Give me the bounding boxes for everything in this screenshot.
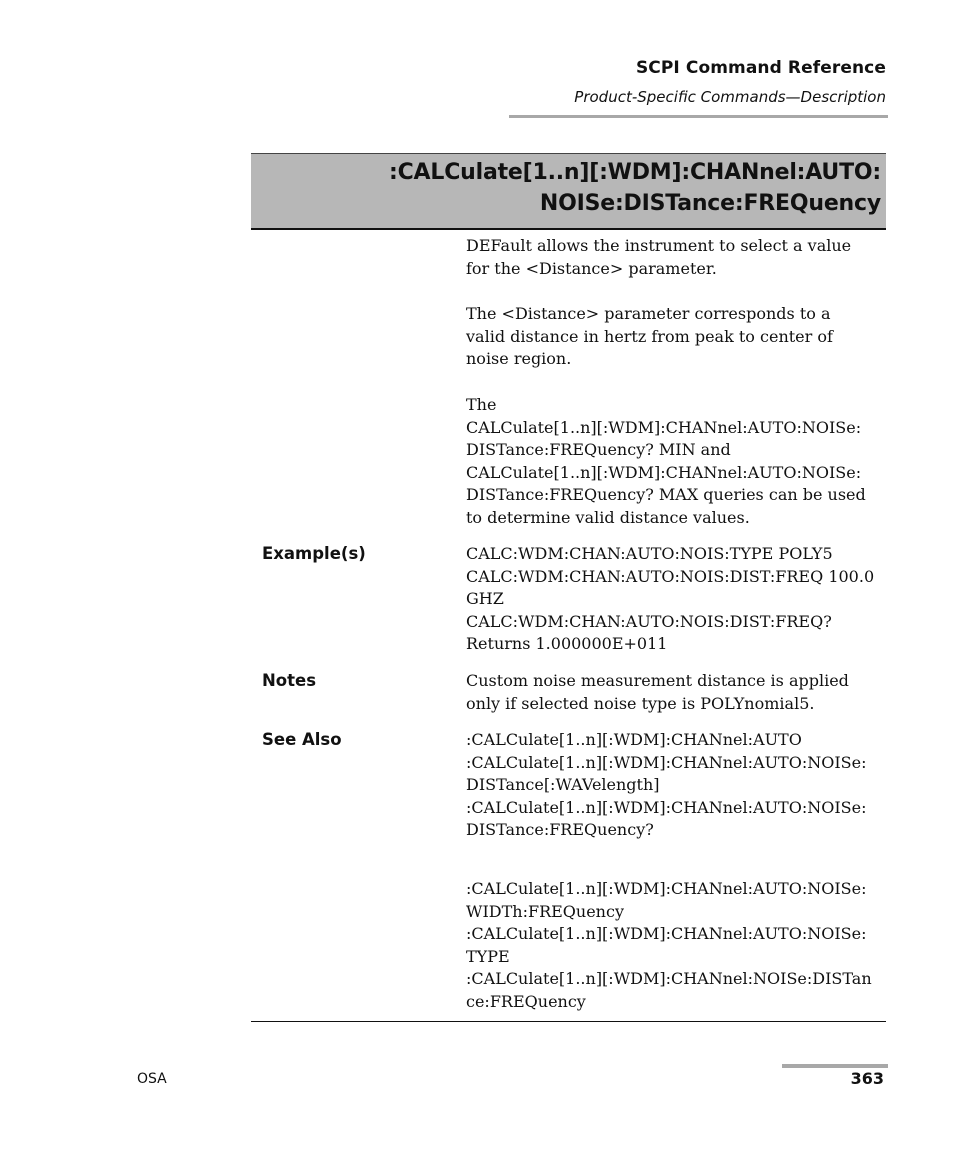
header-title: SCPI Command Reference xyxy=(635,58,886,78)
text-line: CALCulate[1..n][:WDM]:CHANnel:AUTO:NOISe: xyxy=(466,462,862,482)
description-paragraph-3 xyxy=(466,394,886,530)
text-line: DISTance:FREQuency? MIN and xyxy=(466,440,731,460)
text-line: The <Distance> parameter corresponds to a xyxy=(466,304,831,323)
footer-rule xyxy=(782,1064,888,1068)
command-title-box xyxy=(251,153,886,230)
text-line: noise region. xyxy=(466,349,572,369)
text-line: DISTance:FREQuency? MAX queries can be used xyxy=(466,485,866,505)
text-line: CALCulate[1..n][:WDM]:CHANnel:AUTO:NOISe: xyxy=(466,417,862,437)
text-line: :CALCulate[1..n][:WDM]:CHANnel:AUTO:NOISe: xyxy=(466,924,867,944)
description-paragraph-1 xyxy=(466,235,886,280)
text-line: CALC:WDM:CHAN:AUTO:NOIS:TYPE POLY5 xyxy=(466,544,833,563)
notes-label: Notes xyxy=(262,671,317,690)
header-rule xyxy=(509,115,888,118)
text-line: to determine valid distance values. xyxy=(466,507,750,527)
text-line: The xyxy=(466,395,497,414)
text-line: Custom noise measurement distance is applied xyxy=(466,671,849,690)
text-line: DISTance[:WAVelength] xyxy=(466,775,660,795)
text-line: valid distance in hertz from peak to center of xyxy=(466,326,833,346)
notes-text xyxy=(466,670,886,715)
text-line: ce:FREQuency xyxy=(466,991,586,1011)
text-line: only if selected noise type is POLYnomial5. xyxy=(466,693,815,713)
text-line: TYPE xyxy=(466,946,510,966)
page-number: 363 xyxy=(850,1069,884,1088)
header-subtitle: Product-Specific Commands—Description xyxy=(574,88,886,106)
text-line: CALC:WDM:CHAN:AUTO:NOIS:DIST:FREQ? xyxy=(466,611,832,631)
examples-label: Example(s) xyxy=(262,544,366,563)
examples-text xyxy=(466,543,886,656)
text-line: :CALCulate[1..n][:WDM]:CHANnel:AUTO:NOISe: xyxy=(466,879,867,898)
footer-product-name: OSA xyxy=(137,1071,167,1087)
see-also-label: See Also xyxy=(262,730,342,749)
text-line: Returns 1.000000E+011 xyxy=(466,634,668,654)
command-title-line-1: :CALCulate[1..n][:WDM]:CHANnel:AUTO: xyxy=(389,160,881,185)
text-line: DEFault allows the instrument to select a value xyxy=(466,236,852,255)
text-line: :CALCulate[1..n][:WDM]:CHANnel:AUTO:NOISe: xyxy=(466,752,867,772)
see-also-group-1 xyxy=(466,729,886,842)
text-line: :CALCulate[1..n][:WDM]:CHANnel:NOISe:DISTan xyxy=(466,969,872,989)
text-line: GHZ xyxy=(466,589,504,609)
command-title-line-2: NOISe:DISTance:FREQuency xyxy=(539,191,881,216)
text-line: CALC:WDM:CHAN:AUTO:NOIS:DIST:FREQ 100.0 xyxy=(466,566,875,586)
text-line: DISTance:FREQuency? xyxy=(466,820,654,840)
section-bottom-rule xyxy=(251,1021,886,1022)
text-line: :CALCulate[1..n][:WDM]:CHANnel:AUTO:NOISe: xyxy=(466,797,867,817)
description-paragraph-2 xyxy=(466,303,886,371)
text-line: :CALCulate[1..n][:WDM]:CHANnel:AUTO xyxy=(466,730,802,749)
see-also-group-2 xyxy=(466,878,886,1014)
text-line: for the <Distance> parameter. xyxy=(466,258,717,278)
text-line: WIDTh:FREQuency xyxy=(466,901,624,921)
